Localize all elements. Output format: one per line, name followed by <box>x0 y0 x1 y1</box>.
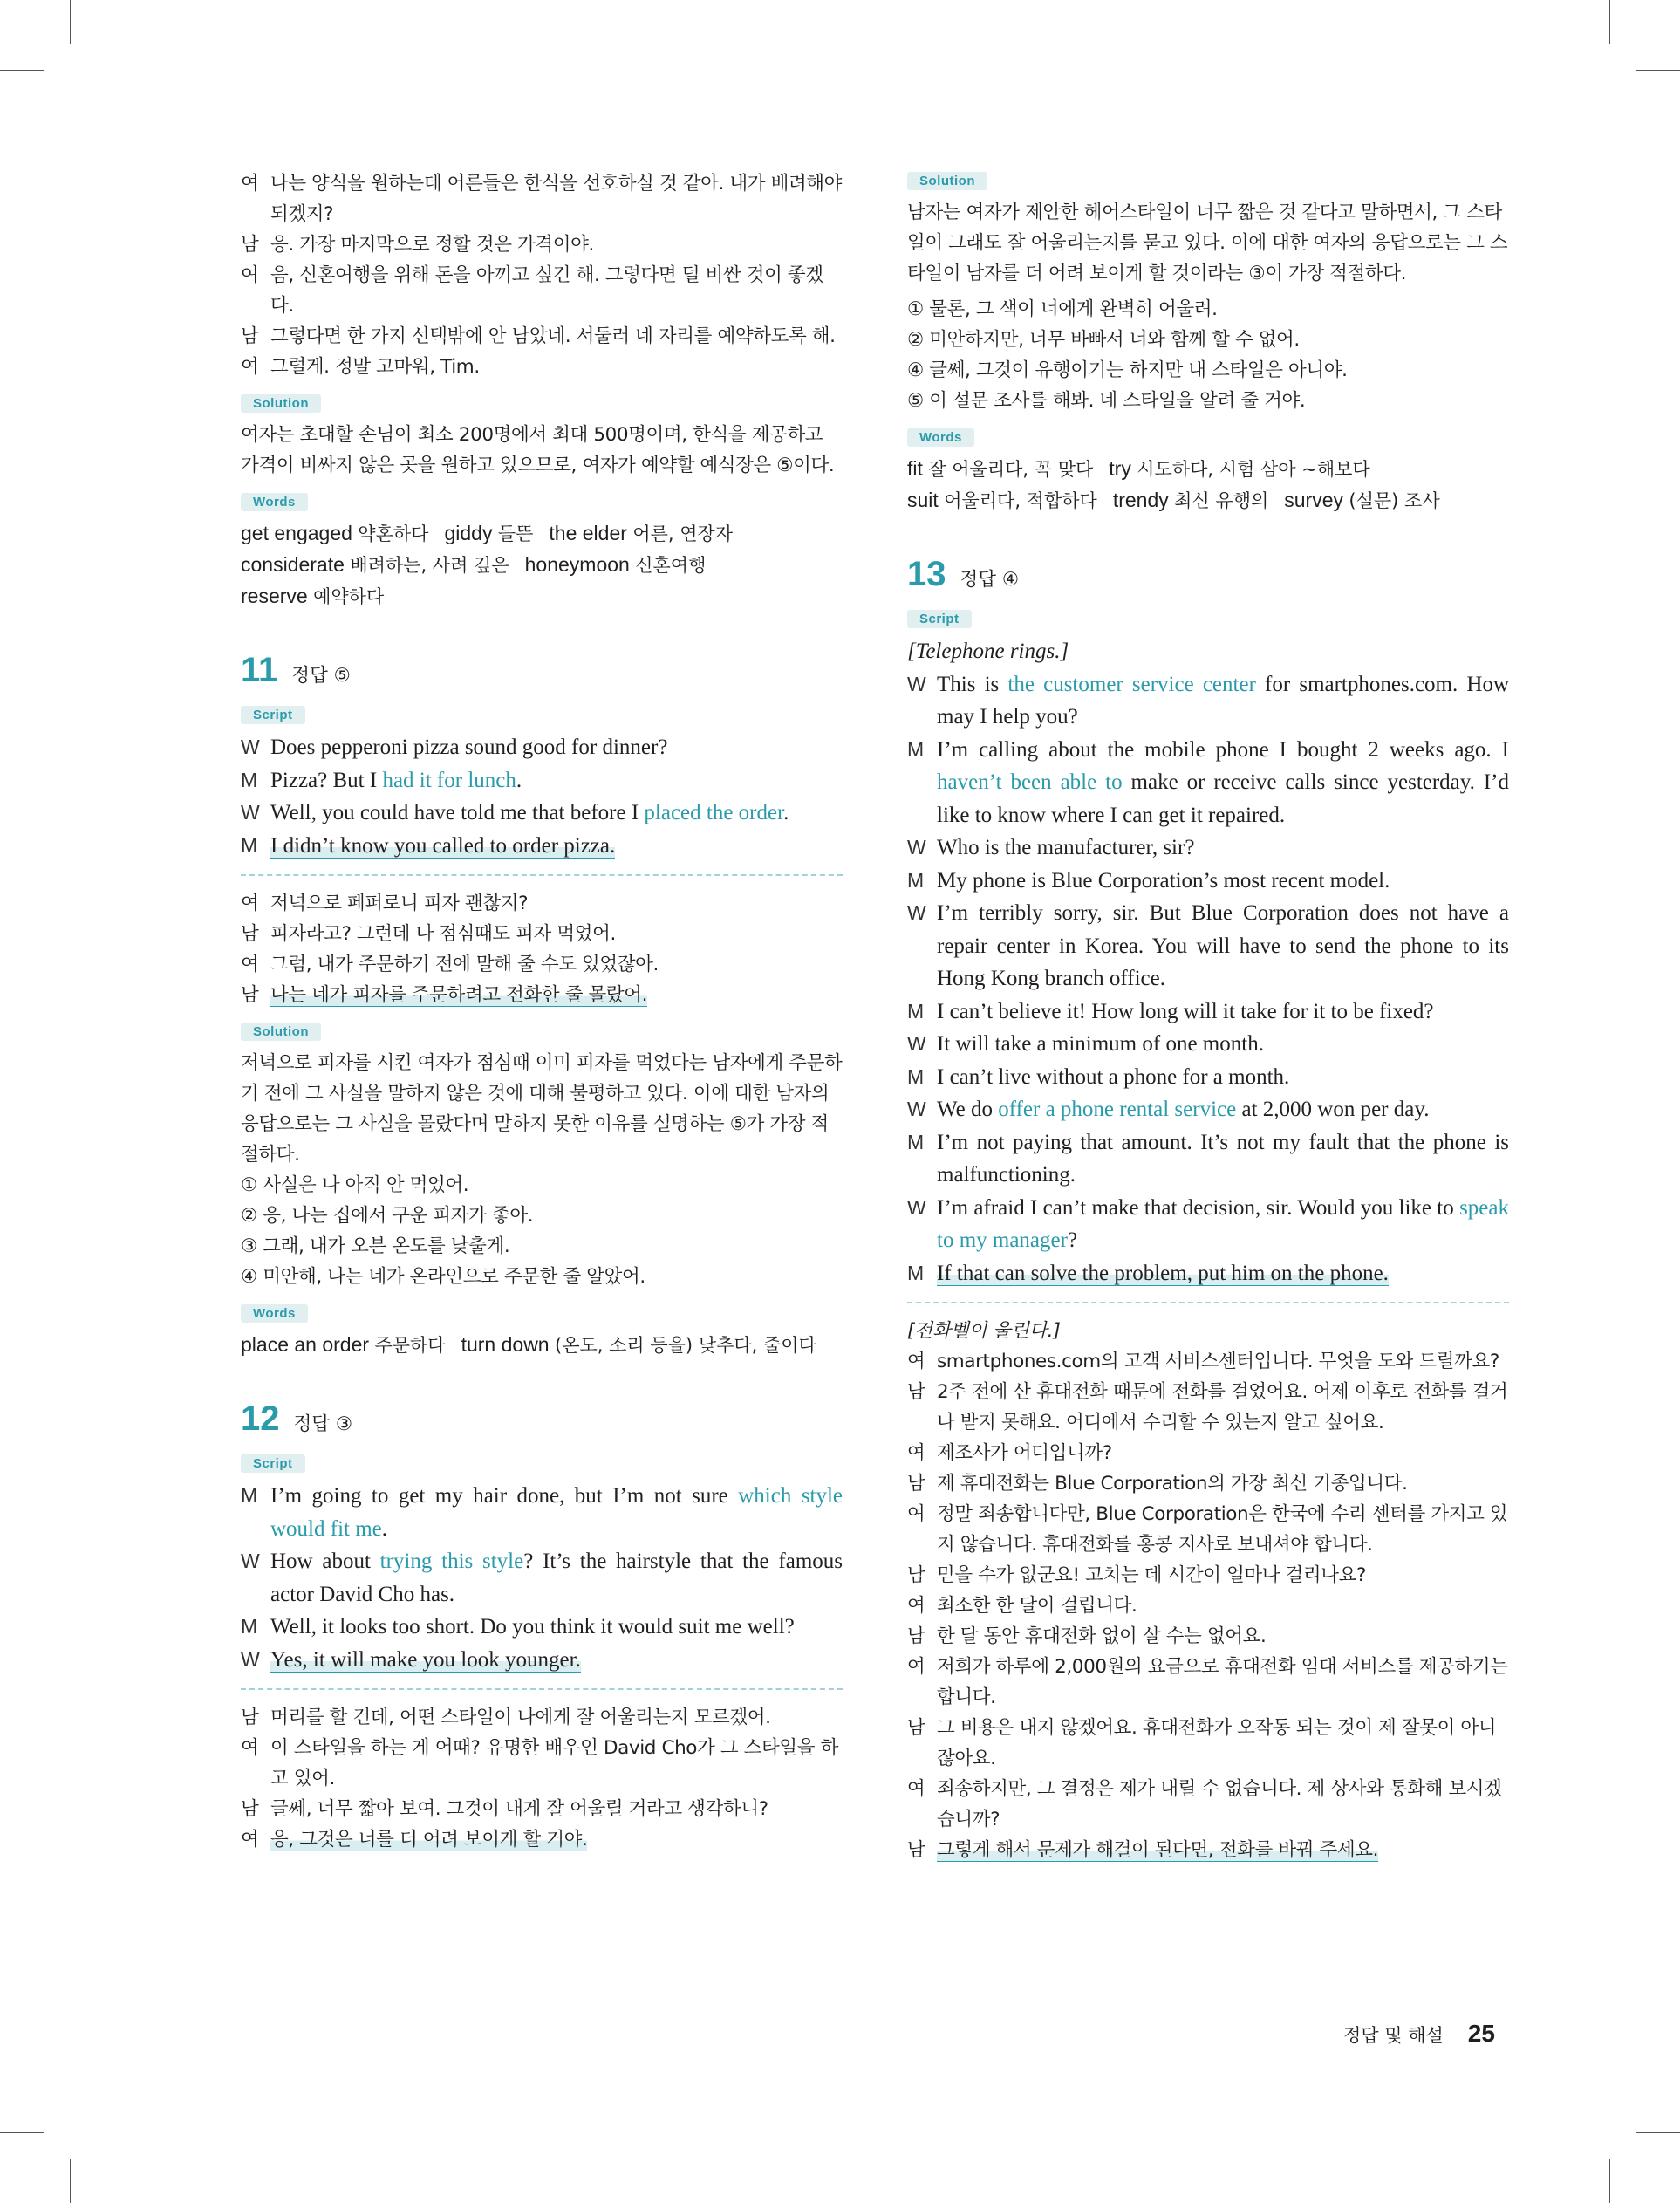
q11-script <box>241 731 843 862</box>
dialog-line <box>907 1126 1509 1192</box>
speaker-label: 여 <box>907 1778 925 1800</box>
dialog-text: smartphones.com의 고객 서비스센터입니다. 무엇을 도와 드릴까요? <box>937 1351 1499 1372</box>
dialog-line <box>241 321 843 352</box>
choices12 <box>907 294 1509 416</box>
word-en: survey <box>1284 489 1349 511</box>
dialog-text: make or receive calls since yesterday. I’d like to know where I can get it repaired. <box>937 770 1509 827</box>
word-en: turn down <box>461 1333 555 1356</box>
dialog-line <box>907 1093 1509 1126</box>
speaker-label: 여 <box>241 173 259 195</box>
text-line: ① 사실은 나 아직 안 먹었어. <box>241 1174 469 1196</box>
answer-line: 그렇게 해서 문제가 해결이 된다면, 전화를 바꿔 주세요. <box>937 1839 1379 1861</box>
speaker-label: W <box>241 1550 260 1572</box>
speaker-label: 여 <box>907 1595 925 1617</box>
crop-mark <box>1636 2132 1680 2133</box>
dialog-text: 그렇다면 한 가지 선택밖에 안 남았네. 서둘러 네 자리를 예약하도록 해. <box>270 325 836 347</box>
speaker-label: 남 <box>241 1707 259 1728</box>
text-line: ④ 미안해, 나는 네가 온라인으로 주문한 줄 알았어. <box>241 1266 645 1288</box>
dialog-line <box>907 1192 1509 1257</box>
dialog-line <box>241 888 843 919</box>
dialog-text: I’m calling about the mobile phone I bought 2 weeks ago. I <box>937 737 1509 762</box>
word-ko: 약혼하다 <box>358 523 429 544</box>
words-row <box>241 1330 843 1361</box>
speaker-label: 여 <box>241 1737 259 1759</box>
word-en: trendy <box>1112 489 1175 511</box>
word-ko: (온도, 소리 등을) 낮추다, 줄이다 <box>555 1335 816 1356</box>
dialog-line <box>907 831 1509 865</box>
text-line: ① 물론, 그 색이 너에게 완벽히 어울려. <box>907 298 1218 320</box>
text-line: ⑤ 이 설문 조사를 해봐. 네 스타일을 알려 줄 거야. <box>907 390 1306 412</box>
dialog-line <box>241 949 843 980</box>
dialog-text: 이 스타일을 하는 게 어때? 유명한 배우인 David Cho가 그 스타일을 하고 있어. <box>270 1737 838 1789</box>
word-ko: 들뜬 <box>497 523 534 544</box>
q11-words-label: Words <box>241 1304 308 1323</box>
dialog-text: 글쎄, 너무 짧아 보여. 그것이 내게 잘 어울릴 거라고 생각하니? <box>270 1798 768 1820</box>
dialog-line <box>907 1377 1509 1438</box>
dialog-line <box>241 764 843 797</box>
q13-header <box>907 555 1509 594</box>
dialog-line <box>907 1468 1509 1499</box>
q11-korean <box>241 888 843 1010</box>
dialog-text: Who is the manufacturer, sir? <box>937 836 1195 859</box>
dialog-text: I’m not paying that amount. It’s not my fault that the phone is malfunctioning. <box>937 1130 1509 1187</box>
speaker-label: 남 <box>907 1473 925 1495</box>
q12-script <box>241 1480 843 1676</box>
word-ko: 잘 어울리다, 꼭 맞다 <box>928 459 1094 480</box>
divider <box>907 1302 1509 1303</box>
dialog-line <box>907 668 1509 734</box>
dialog-text: Well, you could have told me that before I <box>270 801 645 824</box>
page-footer <box>1343 2020 1495 2048</box>
dialog-line <box>241 731 843 764</box>
crop-mark <box>1609 2159 1610 2203</box>
dialog-line <box>907 1499 1509 1560</box>
words10-label: Words <box>241 493 308 511</box>
q11-choices <box>241 1170 843 1292</box>
word-entry <box>1284 489 1439 511</box>
answer-line: 나는 네가 피자를 주문하려고 전화한 줄 몰랐어. <box>270 984 648 1006</box>
dialog-line <box>241 1611 843 1644</box>
dialog-line <box>241 1702 843 1733</box>
words-row <box>241 550 843 581</box>
words-row <box>907 454 1509 485</box>
word-en: fit <box>907 457 929 480</box>
dialog-line <box>907 1560 1509 1591</box>
dialog-text: 제 휴대전화는 Blue Corporation의 가장 최신 기종입니다. <box>937 1473 1408 1495</box>
crop-mark <box>1636 70 1680 71</box>
word-entry <box>241 1333 446 1356</box>
crop-mark <box>70 0 71 44</box>
speaker-label: 여 <box>907 1656 925 1678</box>
text-line: 저녁으로 피자를 시킨 여자가 점심때 이미 피자를 먹었다는 남자에게 주문하 <box>241 1052 843 1074</box>
dialog-line <box>907 1061 1509 1094</box>
text-line: 남자는 여자가 제안한 헤어스타일이 너무 짧은 것 같다고 말하면서, 그 스타 <box>907 202 1502 223</box>
answer-line: 응, 그것은 너를 더 어려 보이게 할 거야. <box>270 1829 588 1851</box>
speaker-label: W <box>241 735 260 758</box>
left-column <box>241 168 843 1855</box>
q13-number: 13 <box>907 555 946 593</box>
highlight-phrase: which style would fit me <box>270 1484 843 1541</box>
dialog-text: 그 비용은 내지 않겠어요. 휴대전화가 오작동 되는 것이 제 잘못이 아니잖아요. <box>937 1717 1497 1769</box>
speaker-label: 여 <box>907 1351 925 1372</box>
speaker-label: 남 <box>907 1381 925 1403</box>
highlight-phrase: haven’t been able to <box>937 770 1123 794</box>
divider <box>241 1688 843 1690</box>
dialog-line <box>241 229 843 260</box>
word-entry <box>1109 457 1369 480</box>
q12-korean <box>241 1702 843 1855</box>
dialog-text: . <box>783 801 789 824</box>
words-row <box>907 485 1509 517</box>
crop-mark <box>70 2159 71 2203</box>
word-en: considerate <box>241 553 351 576</box>
answer-line: I didn’t know you called to order pizza. <box>270 833 616 858</box>
dialog-line <box>907 1257 1509 1290</box>
q11-words <box>241 1330 843 1361</box>
dialog-text: . <box>381 1516 388 1541</box>
right-column <box>907 168 1509 1865</box>
solution10-text <box>241 420 843 481</box>
text-line: ② 미안하지만, 너무 바빠서 너와 함께 할 수 없어. <box>907 329 1300 351</box>
dialog-text: Pizza? But I <box>270 768 383 792</box>
text-line: ④ 글쎄, 그것이 유행이기는 하지만 내 스타일은 아니야. <box>907 359 1348 381</box>
dialog-line <box>907 1774 1509 1835</box>
text-line: ② 응, 나는 집에서 구운 피자가 좋아. <box>241 1205 534 1227</box>
speaker-label: 남 <box>241 325 259 347</box>
speaker-label: M <box>907 868 925 892</box>
dialog-text: ? It’s the hairstyle that the famous actor David Cho has. <box>270 1550 843 1606</box>
word-entry <box>241 585 384 607</box>
solution10-label: Solution <box>241 394 321 413</box>
dialog-text: 제조사가 어디입니까? <box>937 1442 1112 1464</box>
q13-stage-direction: [Telephone rings.] <box>907 640 1069 663</box>
dialog-line <box>241 1644 843 1677</box>
speaker-label: M <box>241 1484 258 1507</box>
dialog-line <box>907 865 1509 898</box>
speaker-label: M <box>907 1261 925 1284</box>
dialog-line <box>907 1713 1509 1774</box>
dialog-text: for smartphones.com. How may I help you? <box>937 672 1509 729</box>
word-ko: 시도하다, 시험 삼아 ~해보다 <box>1137 459 1370 480</box>
answer-line: If that can solve the problem, put him on the phone. <box>937 1261 1389 1285</box>
word-en: place an order <box>241 1333 375 1356</box>
word-ko: (설문) 조사 <box>1349 490 1440 511</box>
q12-header <box>241 1399 843 1439</box>
dialog-line <box>907 1621 1509 1652</box>
crop-mark <box>0 70 44 71</box>
speaker-label: 남 <box>241 234 259 256</box>
dialog10-korean <box>241 168 843 382</box>
dialog-line <box>241 830 843 863</box>
q11-solution-label: Solution <box>241 1023 321 1041</box>
text-line: 기 전에 그 사실을 말하지 않은 것에 대해 불평하고 있다. 이에 대한 남자의 <box>241 1083 830 1105</box>
dialog-text: 그럼, 내가 주문하기 전에 말해 줄 수도 있었잖아. <box>270 954 659 975</box>
text-line: 가격이 비싸지 않은 곳을 원하고 있으므로, 여자가 예약할 예식장은 ⑤이다. <box>241 455 835 476</box>
dialog-line <box>241 1794 843 1824</box>
dialog-line <box>907 734 1509 832</box>
speaker-label: W <box>907 672 926 695</box>
answer-line: Yes, it will make you look younger. <box>270 1647 581 1672</box>
dialog-text: ? <box>1067 1228 1078 1252</box>
word-entry <box>241 553 509 576</box>
dialog-line <box>241 1824 843 1855</box>
word-en: honeymoon <box>524 553 636 576</box>
speaker-label: W <box>907 1098 926 1120</box>
word-ko: 배려하는, 사려 깊은 <box>350 555 509 576</box>
highlight-phrase: speak to my manager <box>937 1195 1509 1252</box>
dialog-text: 저녁으로 페퍼로니 피자 괜찮지? <box>270 893 529 914</box>
dialog-text: 그럴게. 정말 고마워, Tim. <box>270 356 480 378</box>
divider <box>241 874 843 876</box>
dialog-line <box>241 980 843 1010</box>
speaker-label: M <box>907 1064 925 1088</box>
speaker-label: 여 <box>241 264 259 286</box>
word-en: the elder <box>549 522 633 544</box>
word-en: giddy <box>444 522 498 544</box>
dialog-text: I can’t believe it! How long will it take for it to be fixed? <box>937 999 1434 1023</box>
highlight-phrase: the customer service center <box>1007 672 1256 696</box>
dialog-text: 머리를 할 건데, 어떤 스타일이 나에게 잘 어울리는지 모르겠어. <box>270 1707 771 1728</box>
dialog-text: 정말 죄송합니다만, Blue Corporation은 한국에 수리 센터를 가지고 있지 않습니다. 휴대전화를 홍콩 지사로 보내셔야 합니다. <box>937 1503 1508 1556</box>
word-entry <box>241 522 428 544</box>
dialog-text: I’m going to get my hair done, but I’m not sure <box>270 1484 739 1508</box>
dialog-line <box>907 1652 1509 1713</box>
q11-header <box>241 651 843 690</box>
solution12-label: Solution <box>907 172 987 190</box>
speaker-label: 여 <box>241 356 259 378</box>
speaker-label: W <box>907 836 926 859</box>
dialog-text: Does pepperoni pizza sound good for dinner? <box>270 735 668 759</box>
dialog-line <box>907 1346 1509 1377</box>
dialog-line <box>241 1733 843 1794</box>
dialog-line <box>241 1480 843 1545</box>
q11-answer: 정답 ⑤ <box>291 665 351 687</box>
speaker-label: W <box>907 1195 926 1219</box>
dialog-text: at 2,000 won per day. <box>1236 1098 1430 1121</box>
dialog-text: I’m terribly sorry, sir. But Blue Corporation does not have a repair center in Korea. You will have to send the phone to its Hong Kong branch office. <box>937 901 1509 990</box>
highlight-phrase: trying this style <box>379 1550 524 1573</box>
dialog-text: 피자라고? 그런데 나 점심때도 피자 먹었어. <box>270 923 616 945</box>
highlight-phrase: had it for lunch <box>382 768 516 792</box>
dialog-text: 2주 전에 산 휴대전화 때문에 전화를 걸었어요. 어제 이후로 전화를 걸거나 받지 못해요. 어디에서 수리할 수 있는지 알고 싶어요. <box>937 1381 1508 1433</box>
speaker-label: 남 <box>907 1564 925 1586</box>
dialog-text: We do <box>937 1098 999 1121</box>
dialog-text: 믿을 수가 없군요! 고치는 데 시간이 얼마나 걸리나요? <box>937 1564 1367 1586</box>
dialog-text: My phone is Blue Corporation’s most recent model. <box>937 868 1390 893</box>
dialog-text: I’m afraid I can’t make that decision, sir. Would you like to <box>937 1195 1460 1220</box>
speaker-label: M <box>241 833 258 857</box>
dialog-text: This is <box>937 672 1008 696</box>
words12-label: Words <box>907 428 974 447</box>
speaker-label: 남 <box>907 1717 925 1739</box>
dialog-text: 되겠지? <box>270 203 334 225</box>
word-entry <box>444 522 533 544</box>
text-line: ③ 그래, 내가 오븐 온도를 낮출게. <box>241 1235 510 1257</box>
dialog-line <box>907 1028 1509 1061</box>
dialog-text: 응. 가장 마지막으로 정할 것은 가격이야. <box>270 234 594 256</box>
dialog-text: 음, 신혼여행을 위해 돈을 아끼고 싶긴 해. 그렇다면 덜 비싼 것이 좋겠다. <box>270 264 823 317</box>
solution12-text <box>907 197 1509 289</box>
q13-script <box>907 668 1509 1290</box>
dialog-line <box>907 897 1509 995</box>
page-number: 25 <box>1467 2020 1495 2047</box>
q12-script-label: Script <box>241 1454 305 1473</box>
footer-title: 정답 및 해설 <box>1343 2025 1444 2046</box>
word-ko: 어울리다, 적합하다 <box>944 490 1097 511</box>
speaker-label: W <box>241 801 260 824</box>
dialog-line <box>907 1835 1509 1865</box>
speaker-label: 여 <box>907 1442 925 1464</box>
speaker-label: 남 <box>907 1625 925 1647</box>
word-en: reserve <box>241 585 314 607</box>
word-entry <box>907 457 1093 480</box>
text-line: 응답으로는 그 사실을 몰랐다며 말하지 못한 이유를 설명하는 ⑤가 가장 적 <box>241 1113 829 1135</box>
dialog-line <box>241 168 843 199</box>
dialog-line <box>907 1438 1509 1468</box>
speaker-label: W <box>907 901 926 924</box>
speaker-label: M <box>241 1615 258 1638</box>
dialog-text: I can’t live without a phone for a month. <box>937 1064 1290 1089</box>
speaker-label: 여 <box>241 1829 259 1851</box>
highlight-phrase: offer a phone rental service <box>998 1098 1237 1121</box>
word-ko: 어른, 연장자 <box>632 523 734 544</box>
speaker-label: 남 <box>241 923 259 945</box>
dialog-line <box>907 1591 1509 1621</box>
text-line: 일이 그래도 잘 어울리는지를 묻고 있다. 이에 대한 여자의 응답으로는 그 스 <box>907 232 1508 254</box>
dialog-line <box>241 1545 843 1611</box>
text-line: 절하다. <box>241 1144 300 1166</box>
dialog-line <box>241 352 843 382</box>
speaker-label: 여 <box>907 1503 925 1525</box>
speaker-label: 남 <box>241 984 259 1006</box>
word-ko: 예약하다 <box>313 586 385 607</box>
speaker-label: M <box>241 768 258 791</box>
q11-script-label: Script <box>241 706 305 724</box>
q13-korean-stage: [전화벨이 울린다.] <box>907 1320 1061 1342</box>
dialog-text: It will take a minimum of one month. <box>937 1032 1264 1056</box>
q13-answer: 정답 ④ <box>960 569 1020 591</box>
dialog-text: 한 달 동안 휴대전화 없이 살 수는 없어요. <box>937 1625 1267 1647</box>
dialog-text: 최소한 한 달이 걸립니다. <box>937 1595 1137 1617</box>
speaker-label: 남 <box>907 1839 925 1861</box>
word-ko: 최신 유행의 <box>1174 490 1269 511</box>
q12-number: 12 <box>241 1399 280 1438</box>
word-entry <box>1113 489 1268 511</box>
dialog-line <box>241 199 843 229</box>
word-entry <box>549 522 733 544</box>
speaker-label: M <box>907 999 925 1023</box>
word-entry <box>907 489 1097 511</box>
dialog-line <box>907 995 1509 1029</box>
speaker-label: W <box>907 1032 926 1055</box>
speaker-label: W <box>241 1647 260 1671</box>
crop-mark <box>0 2132 44 2133</box>
q11-solution <box>241 1048 843 1170</box>
dialog-text: How about <box>270 1550 380 1573</box>
q13-script-label: Script <box>907 610 972 628</box>
dialog-text: 나는 양식을 원하는데 어른들은 한식을 선호하실 것 같아. 내가 배려해야 <box>270 173 843 195</box>
word-en: suit <box>907 489 945 511</box>
dialog-line <box>241 260 843 321</box>
words-row <box>241 581 843 612</box>
words10-list <box>241 518 843 612</box>
highlight-phrase: placed the order <box>644 801 784 824</box>
word-ko: 주문하다 <box>374 1335 446 1356</box>
dialog-line <box>241 797 843 830</box>
words-row <box>241 518 843 550</box>
speaker-label: 남 <box>241 1798 259 1820</box>
text-line: 타일이 남자를 더 어려 보이게 할 것이라는 ③이 가장 적절하다. <box>907 263 1407 284</box>
dialog-text: Well, it looks too short. Do you think it would suit me well? <box>270 1615 795 1639</box>
q13-korean <box>907 1346 1509 1865</box>
words12-list <box>907 454 1509 517</box>
q12-answer: 정답 ③ <box>293 1413 353 1435</box>
q11-number: 11 <box>241 651 278 689</box>
speaker-label: M <box>907 737 925 761</box>
speaker-label: 여 <box>241 954 259 975</box>
word-entry <box>525 553 707 576</box>
word-en: try <box>1109 457 1137 480</box>
speaker-label: M <box>907 1130 925 1153</box>
text-line: 여자는 초대할 손님이 최소 200명에서 최대 500명이며, 한식을 제공하고 <box>241 424 823 446</box>
dialog-text: . <box>516 768 522 792</box>
speaker-label: 여 <box>241 893 259 914</box>
word-en: get engaged <box>241 522 359 544</box>
word-entry <box>461 1333 816 1356</box>
crop-mark <box>1609 0 1610 44</box>
dialog-text: 죄송하지만, 그 결정은 제가 내릴 수 없습니다. 제 상사와 통화해 보시겠습니까? <box>937 1778 1502 1830</box>
dialog-line <box>241 919 843 949</box>
dialog-text: 저희가 하루에 2,000원의 요금으로 휴대전화 임대 서비스를 제공하기는 합니다. <box>937 1656 1508 1708</box>
word-ko: 신혼여행 <box>635 555 707 576</box>
